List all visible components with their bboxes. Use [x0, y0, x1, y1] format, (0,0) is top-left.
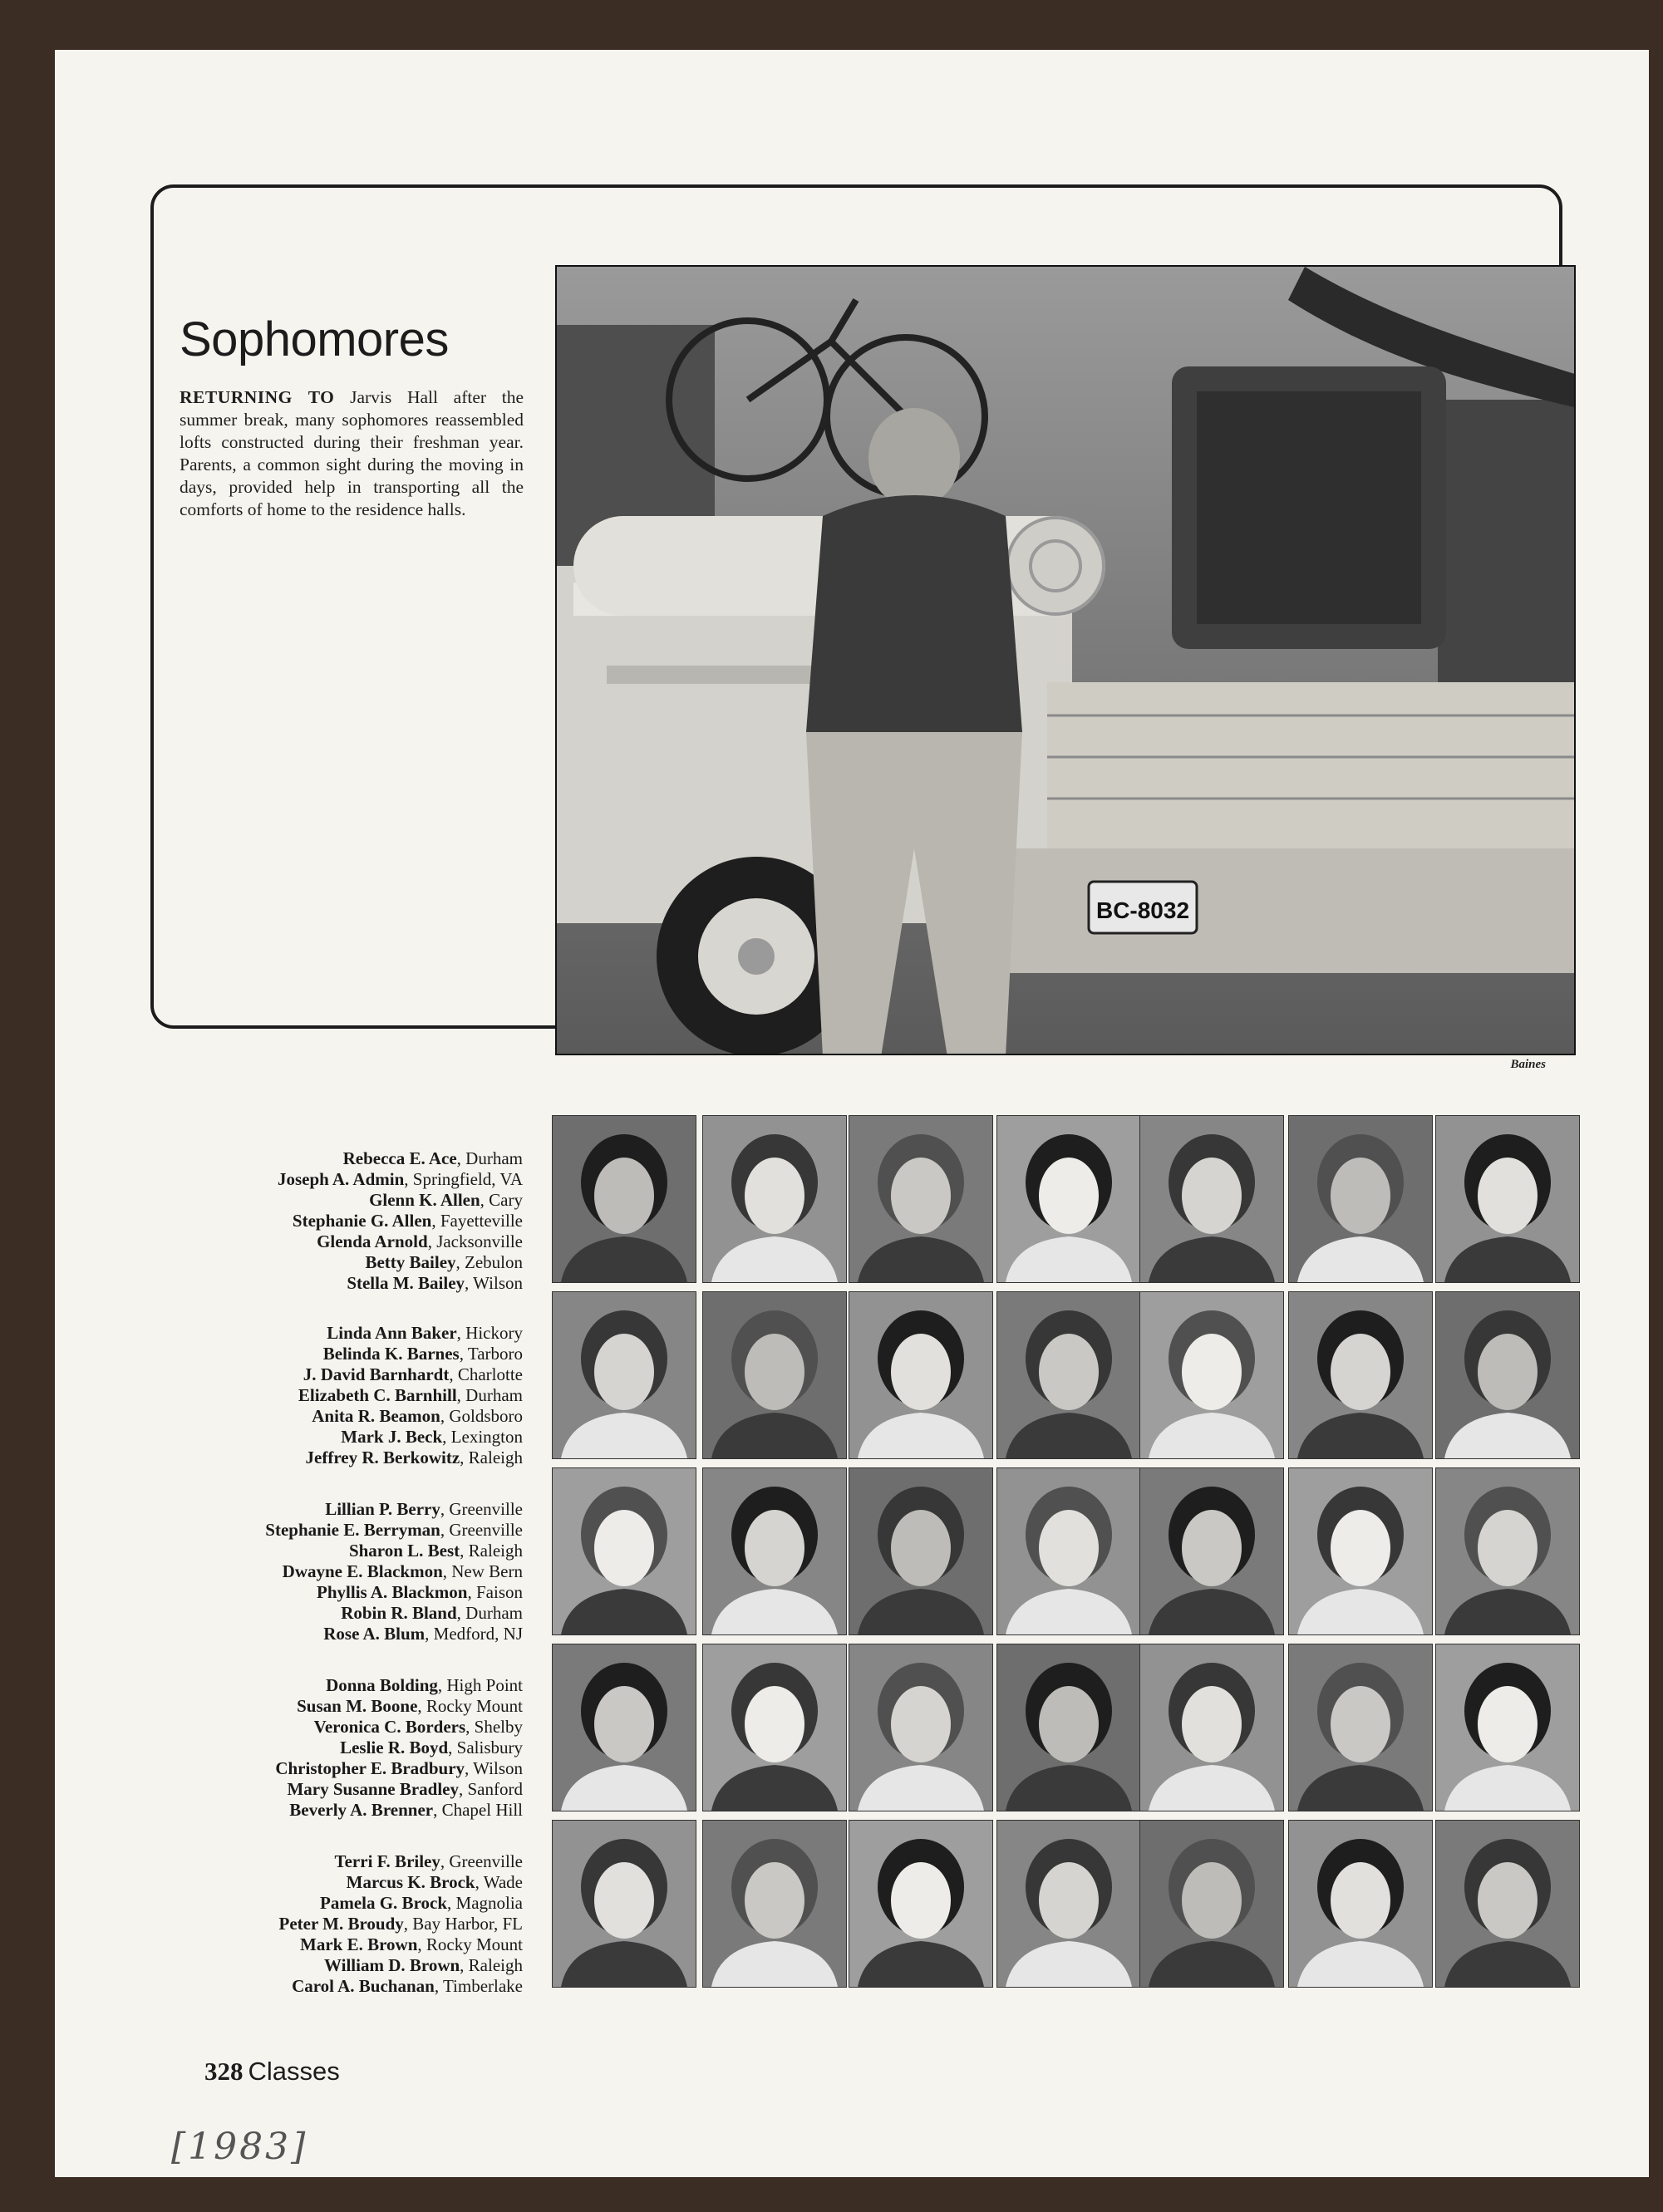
student-portrait: [997, 1116, 1140, 1282]
page-number: 328: [204, 2057, 244, 2086]
student-name: William D. Brown: [324, 1955, 460, 1975]
student-entry: Mark E. Brown, Rocky Mount: [300, 1934, 523, 1954]
student-name: Mark E. Brown: [300, 1934, 418, 1954]
student-entry: Peter M. Broudy, Bay Harbor, FL: [278, 1914, 523, 1934]
student-name: Anita R. Beamon: [312, 1406, 440, 1426]
student-name: Betty Bailey: [365, 1252, 456, 1272]
student-entry: Sharon L. Best, Raleigh: [348, 1541, 523, 1561]
handwritten-year-note: [1983]: [171, 2126, 308, 2168]
student-hometown: Tarboro: [467, 1344, 523, 1364]
section-label: Classes: [248, 2057, 340, 2086]
student-hometown: Cary: [489, 1190, 523, 1210]
page-footer: [204, 2057, 340, 2087]
student-hometown: Wilson: [473, 1758, 523, 1778]
name-list-row-4: [174, 1675, 523, 1821]
student-name: Terri F. Briley: [334, 1851, 440, 1871]
student-name: Marcus K. Brock: [346, 1872, 475, 1892]
student-portrait: [849, 1292, 992, 1458]
student-entry: Glenn K. Allen, Cary: [369, 1190, 523, 1210]
student-portrait: [1140, 1644, 1283, 1811]
student-hometown: Raleigh: [468, 1448, 523, 1467]
student-hometown: Wilson: [473, 1273, 523, 1293]
student-portrait: [1436, 1821, 1579, 1987]
student-name: Phyllis A. Blackmon: [317, 1582, 468, 1602]
student-portrait: [1436, 1468, 1579, 1634]
student-portrait: [1140, 1821, 1283, 1987]
student-portrait: [997, 1468, 1140, 1634]
student-hometown: Hickory: [465, 1323, 523, 1343]
student-entry: Glenda Arnold, Jacksonville: [317, 1231, 523, 1251]
student-name: Glenn K. Allen: [369, 1190, 480, 1210]
student-name: Dwayne E. Blackmon: [282, 1561, 443, 1581]
student-entry: Stella M. Bailey, Wilson: [347, 1273, 523, 1293]
student-portrait: [703, 1644, 846, 1811]
student-name: Christopher E. Bradbury: [275, 1758, 465, 1778]
name-list-row-3: [174, 1499, 523, 1644]
student-hometown: Durham: [465, 1385, 523, 1405]
student-portrait: [849, 1116, 992, 1282]
student-name: J. David Barnhardt: [303, 1364, 450, 1384]
student-entry: Stephanie E. Berryman, Greenville: [265, 1520, 523, 1540]
student-entry: Rebecca E. Ace, Durham: [342, 1148, 523, 1168]
student-portrait: [553, 1292, 696, 1458]
caption-body: Jarvis Hall after the summer break, many sophomores reassembled lofts constructed during their freshman year. Parents, a common sight during the moving in days, provided help in transporting all the comforts of home to the residence halls.: [180, 387, 524, 519]
student-name: Leslie R. Boyd: [340, 1738, 449, 1757]
student-name: Peter M. Broudy: [278, 1914, 404, 1934]
student-portrait: [553, 1468, 696, 1634]
student-portrait: [1140, 1468, 1283, 1634]
student-entry: William D. Brown, Raleigh: [324, 1955, 523, 1975]
student-portrait: [849, 1821, 992, 1987]
student-hometown: Zebulon: [465, 1252, 523, 1272]
student-entry: Mary Susanne Bradley, Sanford: [287, 1779, 523, 1799]
student-name: Robin R. Bland: [341, 1603, 457, 1623]
student-portrait: [1289, 1821, 1432, 1987]
student-name: Mary Susanne Bradley: [287, 1779, 459, 1799]
student-portrait: [849, 1644, 992, 1811]
student-portrait: [1436, 1292, 1579, 1458]
student-name: Pamela G. Brock: [320, 1893, 448, 1913]
student-hometown: New Bern: [451, 1561, 523, 1581]
student-hometown: Shelby: [474, 1717, 523, 1737]
student-hometown: Rocky Mount: [426, 1696, 523, 1716]
student-entry: Phyllis A. Blackmon, Faison: [317, 1582, 523, 1602]
student-portrait: [553, 1116, 696, 1282]
student-hometown: Greenville: [449, 1851, 523, 1871]
student-portrait: [553, 1644, 696, 1811]
student-hometown: Bay Harbor, FL: [412, 1914, 523, 1934]
student-portrait: [1289, 1116, 1432, 1282]
student-name: Elizabeth C. Barnhill: [298, 1385, 457, 1405]
student-name: Glenda Arnold: [317, 1231, 428, 1251]
student-name: Sharon L. Best: [348, 1541, 460, 1561]
student-entry: Dwayne E. Blackmon, New Bern: [282, 1561, 523, 1581]
photo-credit: Baines: [1510, 1058, 1546, 1071]
student-entry: Linda Ann Baker, Hickory: [327, 1323, 523, 1343]
student-name: Mark J. Beck: [341, 1427, 443, 1447]
student-portrait: [1436, 1116, 1579, 1282]
name-list-row-2: [174, 1323, 523, 1468]
license-plate-text: BC-8032: [1095, 897, 1190, 923]
student-hometown: Salisbury: [456, 1738, 523, 1757]
student-name: Rebecca E. Ace: [342, 1148, 457, 1168]
student-hometown: Raleigh: [468, 1541, 523, 1561]
student-name: Stella M. Bailey: [347, 1273, 465, 1293]
student-name: Veronica C. Borders: [313, 1717, 466, 1737]
student-hometown: Greenville: [449, 1520, 523, 1540]
student-entry: Robin R. Bland, Durham: [341, 1603, 523, 1623]
student-name: Susan M. Boone: [297, 1696, 418, 1716]
student-entry: Beverly A. Brenner, Chapel Hill: [289, 1800, 523, 1820]
student-portrait: [703, 1821, 846, 1987]
student-name: Beverly A. Brenner: [289, 1800, 434, 1820]
student-name: Belinda K. Barnes: [322, 1344, 460, 1364]
student-entry: Lillian P. Berry, Greenville: [325, 1499, 523, 1519]
student-hometown: Durham: [465, 1603, 523, 1623]
student-entry: Carol A. Buchanan, Timberlake: [292, 1976, 523, 1996]
student-hometown: Faison: [475, 1582, 523, 1602]
student-entry: Leslie R. Boyd, Salisbury: [340, 1738, 523, 1757]
student-name: Carol A. Buchanan: [292, 1976, 435, 1996]
student-name: Rose A. Blum: [323, 1624, 426, 1644]
student-entry: Rose A. Blum, Medford, NJ: [323, 1624, 523, 1644]
student-portrait: [703, 1116, 846, 1282]
student-portrait: [997, 1644, 1140, 1811]
student-name: Linda Ann Baker: [327, 1323, 457, 1343]
student-hometown: Raleigh: [468, 1955, 523, 1975]
caption-lead: RETURNING TO: [180, 387, 335, 407]
student-portrait: [997, 1292, 1140, 1458]
photo-caption: [180, 386, 524, 521]
student-entry: Veronica C. Borders, Shelby: [313, 1717, 523, 1737]
student-name: Joseph A. Admin: [277, 1169, 405, 1189]
student-entry: Marcus K. Brock, Wade: [346, 1872, 523, 1892]
student-name: Stephanie E. Berryman: [265, 1520, 440, 1540]
student-entry: Betty Bailey, Zebulon: [365, 1252, 523, 1272]
student-entry: Belinda K. Barnes, Tarboro: [322, 1344, 523, 1364]
student-hometown: Durham: [465, 1148, 523, 1168]
student-hometown: Magnolia: [455, 1893, 523, 1913]
student-hometown: Greenville: [449, 1499, 523, 1519]
student-name: Stephanie G. Allen: [292, 1211, 432, 1231]
student-entry: Donna Bolding, High Point: [326, 1675, 523, 1695]
student-hometown: Chapel Hill: [441, 1800, 523, 1820]
feature-photo: [555, 265, 1576, 1055]
student-entry: Jeffrey R. Berkowitz, Raleigh: [305, 1448, 523, 1467]
page-title: Sophomores: [180, 312, 449, 366]
student-entry: Susan M. Boone, Rocky Mount: [297, 1696, 523, 1716]
student-portrait: [703, 1292, 846, 1458]
student-hometown: Rocky Mount: [426, 1934, 523, 1954]
student-entry: J. David Barnhardt, Charlotte: [303, 1364, 523, 1384]
student-name: Jeffrey R. Berkowitz: [305, 1448, 460, 1467]
student-hometown: Wade: [483, 1872, 523, 1892]
student-hometown: Goldsboro: [449, 1406, 523, 1426]
student-portrait: [1289, 1292, 1432, 1458]
student-portrait: [997, 1821, 1140, 1987]
student-hometown: Timberlake: [442, 1976, 523, 1996]
student-name: Lillian P. Berry: [325, 1499, 440, 1519]
student-portrait: [1140, 1292, 1283, 1458]
student-portrait: [1140, 1116, 1283, 1282]
student-hometown: Sanford: [467, 1779, 523, 1799]
student-entry: Elizabeth C. Barnhill, Durham: [298, 1385, 523, 1405]
student-entry: Pamela G. Brock, Magnolia: [320, 1893, 523, 1913]
student-hometown: Lexington: [450, 1427, 523, 1447]
student-hometown: Jacksonville: [436, 1231, 523, 1251]
student-entry: Anita R. Beamon, Goldsboro: [312, 1406, 523, 1426]
student-hometown: Springfield, VA: [412, 1169, 523, 1189]
student-entry: Terri F. Briley, Greenville: [334, 1851, 523, 1871]
name-list-row-5: [174, 1851, 523, 1997]
student-entry: Christopher E. Bradbury, Wilson: [275, 1758, 523, 1778]
student-entry: Stephanie G. Allen, Fayetteville: [292, 1211, 523, 1231]
student-portrait: [1289, 1468, 1432, 1634]
student-name: Donna Bolding: [326, 1675, 438, 1695]
student-entry: Joseph A. Admin, Springfield, VA: [277, 1169, 523, 1189]
student-hometown: High Point: [446, 1675, 523, 1695]
student-portrait: [553, 1821, 696, 1987]
student-hometown: Charlotte: [457, 1364, 523, 1384]
student-hometown: Medford, NJ: [433, 1624, 523, 1644]
student-hometown: Fayetteville: [440, 1211, 523, 1231]
student-portrait: [703, 1468, 846, 1634]
student-portrait: [1436, 1644, 1579, 1811]
student-portrait: [849, 1468, 992, 1634]
student-portrait: [1289, 1644, 1432, 1811]
name-list-row-1: [174, 1148, 523, 1294]
student-entry: Mark J. Beck, Lexington: [341, 1427, 523, 1447]
